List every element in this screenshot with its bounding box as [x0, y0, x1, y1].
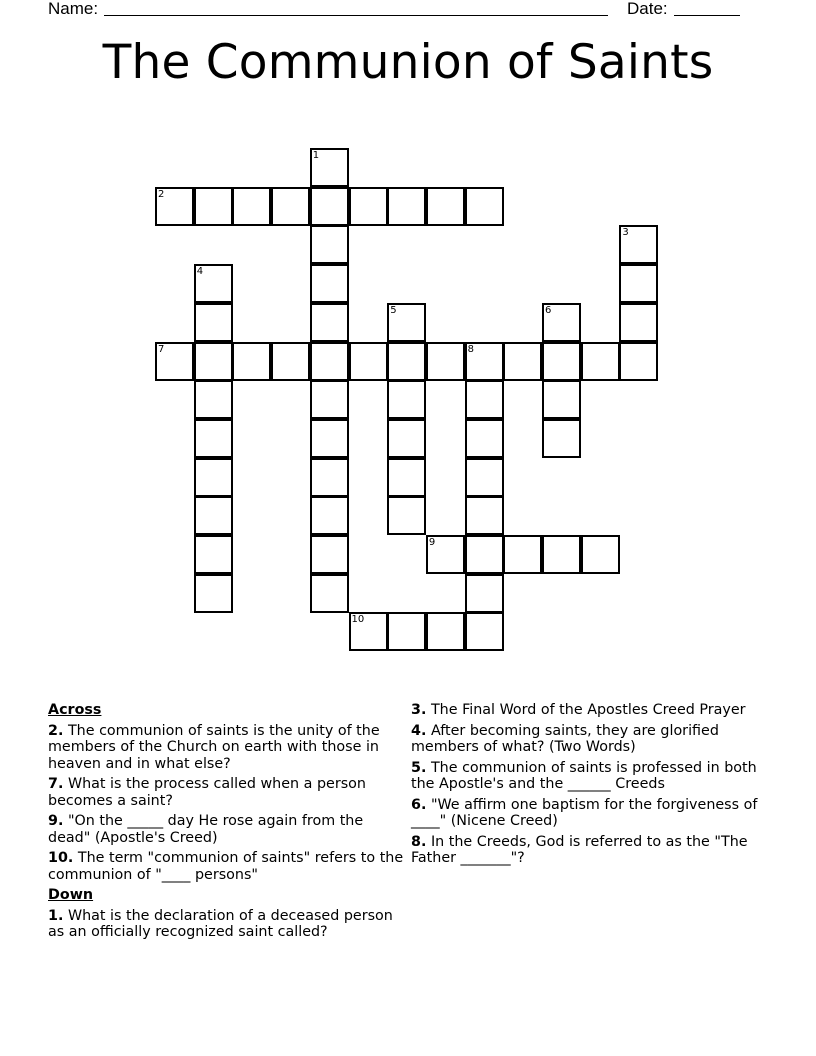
clue-number: 9. — [48, 813, 64, 829]
clue-text: What is the process called when a person becomes a saint? — [48, 776, 366, 809]
crossword-cell[interactable] — [194, 187, 233, 226]
crossword-cell[interactable] — [581, 342, 620, 381]
crossword-cell[interactable] — [194, 574, 233, 613]
crossword-cell[interactable] — [155, 187, 194, 226]
clue-across-2 — [48, 723, 406, 773]
crossword-cell[interactable] — [310, 187, 349, 226]
crossword-cell[interactable] — [387, 458, 426, 497]
crossword-cell[interactable] — [503, 342, 542, 381]
crossword-cell[interactable] — [465, 458, 504, 497]
crossword-cell[interactable] — [465, 380, 504, 419]
crossword-cell[interactable] — [619, 225, 658, 264]
crossword-cell[interactable] — [310, 303, 349, 342]
clue-down-5 — [411, 760, 761, 793]
crossword-cell[interactable] — [310, 458, 349, 497]
crossword-cell[interactable] — [310, 535, 349, 574]
clue-across-10 — [48, 850, 406, 883]
clue-text: The term "communion of saints" refers to the communion of "____ persons" — [48, 850, 404, 883]
crossword-cell[interactable] — [619, 303, 658, 342]
crossword-cell[interactable] — [194, 419, 233, 458]
crossword-cell[interactable] — [271, 342, 310, 381]
crossword-cell[interactable] — [426, 342, 465, 381]
across-heading: Across — [48, 702, 102, 718]
cell-number: 5 — [390, 304, 397, 316]
clue-text: The communion of saints is the unity of the members of the Church on earth with those in heaven and in what else? — [48, 722, 380, 772]
cell-number: 3 — [622, 227, 629, 239]
crossword-cell[interactable] — [387, 303, 426, 342]
crossword-cell[interactable] — [310, 148, 349, 187]
name-label: Name: — [48, 0, 99, 18]
crossword-cell[interactable] — [310, 225, 349, 264]
clue-down-4 — [411, 723, 761, 756]
crossword-cell[interactable] — [310, 496, 349, 535]
crossword-cell[interactable] — [310, 574, 349, 613]
crossword-cell[interactable] — [542, 342, 581, 381]
crossword-cell[interactable] — [349, 612, 388, 651]
crossword-cell[interactable] — [194, 303, 233, 342]
crossword-cell[interactable] — [542, 419, 581, 458]
crossword-cell[interactable] — [426, 612, 465, 651]
crossword-cell[interactable] — [465, 535, 504, 574]
crossword-cell[interactable] — [542, 380, 581, 419]
crossword-cell[interactable] — [387, 342, 426, 381]
crossword-cell[interactable] — [465, 187, 504, 226]
date-label: Date: — [627, 0, 668, 18]
clue-number: 8. — [411, 833, 427, 850]
clue-down-3 — [411, 702, 761, 719]
crossword-cell[interactable] — [194, 264, 233, 303]
cell-number: 7 — [158, 343, 165, 355]
clues-column-right — [411, 702, 761, 871]
cell-number: 8 — [467, 343, 474, 355]
cell-number: 2 — [158, 188, 165, 200]
crossword-cell[interactable] — [194, 342, 233, 381]
clue-number: 10. — [48, 850, 74, 866]
clues-column-left — [48, 702, 406, 945]
crossword-cell[interactable] — [387, 612, 426, 651]
crossword-cell[interactable] — [387, 380, 426, 419]
crossword-cell[interactable] — [310, 419, 349, 458]
clue-across-7 — [48, 776, 406, 809]
crossword-cell[interactable] — [581, 535, 620, 574]
cell-number: 1 — [312, 150, 320, 161]
clue-number: 4. — [411, 722, 427, 739]
clue-text: The communion of saints is professed in both the Apostle's and the ______ Creeds — [411, 759, 757, 792]
crossword-cell[interactable] — [503, 535, 542, 574]
clue-number: 5. — [411, 759, 427, 776]
crossword-cell[interactable] — [271, 187, 310, 226]
crossword-cell[interactable] — [194, 496, 233, 535]
clue-number: 3. — [411, 702, 427, 718]
clue-number: 1. — [48, 907, 64, 924]
cell-number: 10 — [351, 614, 365, 626]
clue-number: 6. — [411, 796, 427, 813]
clue-text: After becoming saints, they are glorified members of what? (Two Words) — [411, 722, 719, 755]
crossword-cell[interactable] — [387, 496, 426, 535]
crossword-cell[interactable] — [310, 342, 349, 381]
crossword-cell[interactable] — [465, 496, 504, 535]
crossword-cell[interactable] — [542, 303, 581, 342]
crossword-cell[interactable] — [232, 187, 271, 226]
crossword-cell[interactable] — [542, 535, 581, 574]
clue-down-8 — [411, 834, 761, 867]
crossword-cell[interactable] — [426, 187, 465, 226]
clue-down-6 — [411, 797, 761, 830]
clue-number: 7. — [48, 776, 64, 792]
clue-text: In the Creeds, God is referred to as the "The Father _______"? — [411, 833, 748, 866]
cell-number: 4 — [196, 266, 204, 278]
crossword-cell[interactable] — [310, 380, 349, 419]
crossword-cell[interactable] — [194, 535, 233, 574]
down-heading: Down — [48, 887, 94, 903]
crossword-cell[interactable] — [387, 419, 426, 458]
crossword-cell[interactable] — [465, 419, 504, 458]
clue-across-9 — [48, 813, 406, 846]
crossword-cell[interactable] — [232, 342, 271, 381]
crossword-cell[interactable] — [349, 187, 388, 226]
crossword-cell[interactable] — [155, 342, 194, 381]
clue-number: 2. — [48, 722, 64, 739]
crossword-cell[interactable] — [619, 264, 658, 303]
crossword-cell[interactable] — [387, 187, 426, 226]
clue-down-1 — [48, 908, 406, 941]
clue-text: "We affirm one baptism for the forgiveness of ____" (Nicene Creed) — [411, 796, 758, 829]
clue-text: "On the _____ day He rose again from the dead" (Apostle's Creed) — [48, 813, 364, 846]
crossword-cell[interactable] — [619, 342, 658, 381]
page-title: The Communion of Saints — [102, 35, 714, 90]
crossword-cell[interactable] — [465, 574, 504, 613]
crossword-cell[interactable] — [310, 264, 349, 303]
crossword-cell[interactable] — [194, 458, 233, 497]
crossword-cell[interactable] — [349, 342, 388, 381]
crossword-cell[interactable] — [465, 342, 504, 381]
cell-number: 9 — [428, 537, 436, 548]
crossword-cell[interactable] — [426, 535, 465, 574]
crossword-cell[interactable] — [465, 612, 504, 651]
crossword-cell[interactable] — [194, 380, 233, 419]
clue-text: What is the declaration of a deceased person as an officially recognized saint called? — [48, 907, 393, 940]
cell-number: 6 — [545, 304, 552, 316]
clue-text: The Final Word of the Apostles Creed Prayer — [430, 702, 746, 718]
